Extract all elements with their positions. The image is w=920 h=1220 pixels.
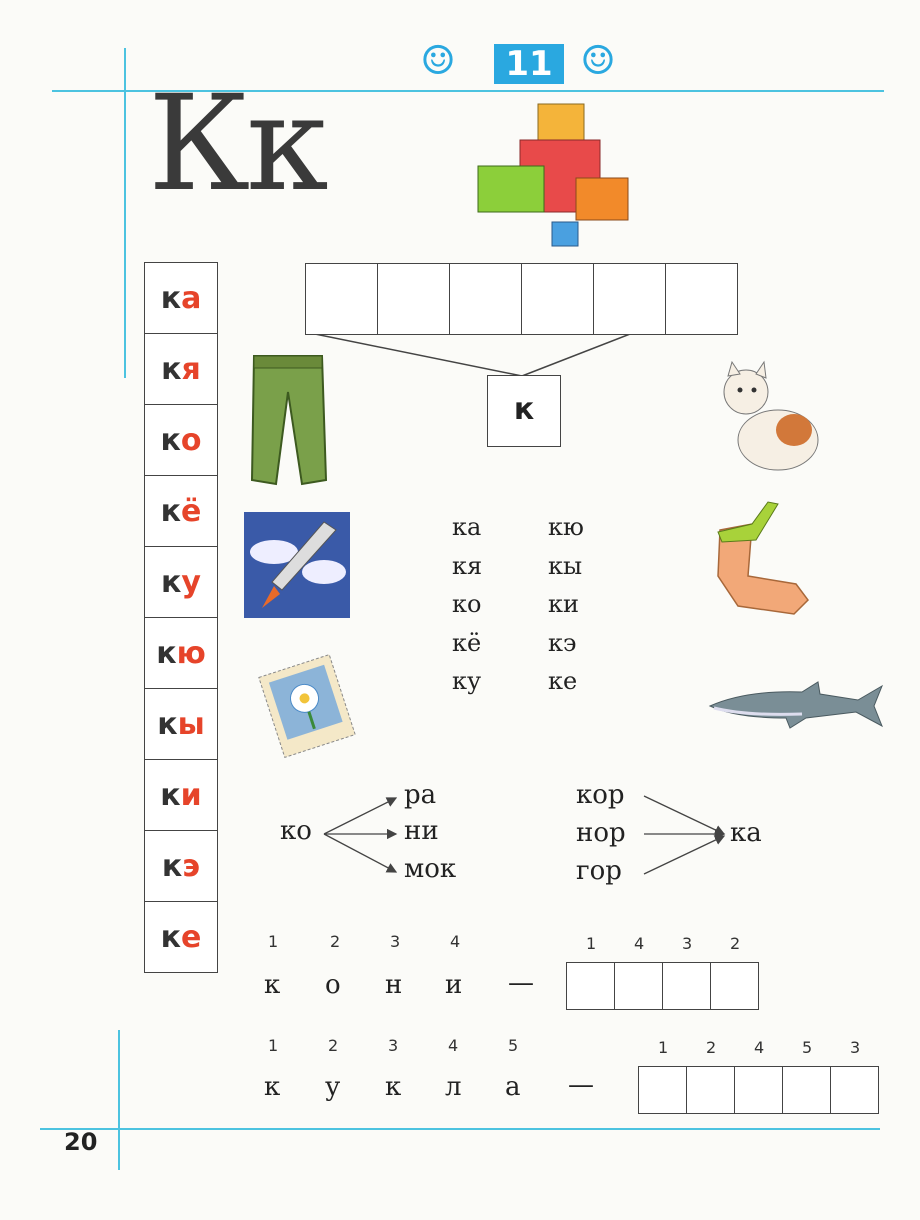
puzzle-1-letter: н bbox=[385, 970, 403, 1000]
puzzle-1-number: 3 bbox=[390, 932, 401, 951]
word-ending-2: ни bbox=[404, 816, 439, 846]
postage-stamp-illustration bbox=[252, 654, 362, 758]
syllable-cell bbox=[145, 689, 217, 760]
consonant-letter: к bbox=[160, 919, 181, 955]
center-letter-box: к bbox=[487, 375, 561, 447]
cat-illustration bbox=[700, 356, 824, 480]
answer-box bbox=[567, 963, 615, 1009]
puzzle-1-letter: о bbox=[325, 970, 341, 1000]
vowel-letter: э bbox=[182, 848, 201, 884]
vowel-letter: о bbox=[180, 422, 202, 458]
answer-number: 1 bbox=[586, 934, 597, 953]
puzzle-2-letter: л bbox=[445, 1072, 462, 1102]
puzzle-1-answer-boxes bbox=[566, 962, 759, 1010]
shark-illustration bbox=[706, 680, 884, 732]
vowel-letter: ю bbox=[176, 635, 206, 671]
syllable-item: ка bbox=[452, 513, 482, 541]
syllable-item: кё bbox=[452, 628, 482, 657]
consonant-letter: к bbox=[160, 422, 181, 458]
syllable-item: кы bbox=[548, 551, 583, 580]
left-margin-rule-bottom bbox=[118, 1030, 120, 1170]
letter-box bbox=[522, 264, 594, 334]
arm-illustration bbox=[708, 496, 818, 622]
puzzle-2-number: 1 bbox=[268, 1036, 279, 1055]
syllable-cell bbox=[145, 831, 217, 902]
answer-number: 3 bbox=[682, 934, 693, 953]
letter-box bbox=[666, 264, 737, 334]
syllable-cell bbox=[145, 263, 217, 334]
word-ending-1: ра bbox=[404, 780, 437, 810]
consonant-letter: к bbox=[156, 635, 177, 671]
answer-number: 5 bbox=[802, 1038, 813, 1057]
puzzle-2-letter: к bbox=[264, 1072, 281, 1102]
syllable-item: ку bbox=[452, 667, 482, 695]
puzzle-2-letter: к bbox=[385, 1072, 402, 1102]
vowel-letter: я bbox=[181, 351, 201, 387]
puzzle-2-number: 4 bbox=[448, 1036, 459, 1055]
rocket-illustration bbox=[244, 512, 350, 618]
answer-number: 3 bbox=[850, 1038, 861, 1057]
letter-box bbox=[306, 264, 378, 334]
word-builder-arrows-right bbox=[640, 790, 730, 880]
syllable-cell bbox=[145, 618, 217, 689]
puzzle-1-letter: и bbox=[445, 970, 463, 1000]
funnel-lines bbox=[300, 334, 640, 378]
consonant-letter: к bbox=[160, 493, 181, 529]
syllable-cell bbox=[145, 405, 217, 476]
syllable-cell bbox=[145, 760, 217, 831]
word-root: ко bbox=[280, 816, 312, 846]
word-start-3: гор bbox=[576, 856, 622, 886]
syllable-item: кю bbox=[548, 513, 584, 541]
consonant-letter: к bbox=[157, 706, 178, 742]
vowel-letter: и bbox=[180, 777, 202, 813]
syllable-item: ко bbox=[452, 590, 482, 618]
lesson-number-badge: 11 bbox=[494, 44, 564, 84]
consonant-letter: к bbox=[161, 351, 182, 387]
consonant-letter: к bbox=[161, 848, 183, 884]
word-builder-arrows-left bbox=[320, 790, 400, 880]
bottom-rule bbox=[40, 1128, 880, 1130]
word-start-2: нор bbox=[576, 818, 626, 848]
puzzle-2-dash: — bbox=[568, 1070, 594, 1100]
syllable-cell bbox=[145, 476, 217, 547]
answer-box bbox=[735, 1067, 783, 1113]
syllable-cell bbox=[145, 334, 217, 405]
word-ending-ka: ка bbox=[730, 818, 762, 848]
consonant-letter: к bbox=[160, 280, 182, 316]
page-number: 20 bbox=[64, 1128, 98, 1156]
letter-box bbox=[594, 264, 666, 334]
puzzle-2-letter: а bbox=[505, 1072, 521, 1102]
syllable-cell bbox=[145, 902, 217, 972]
vowel-letter: у bbox=[181, 564, 201, 600]
syllable-item: ке bbox=[548, 667, 578, 695]
puzzle-1-number: 4 bbox=[450, 932, 461, 951]
syllable-list-right bbox=[548, 508, 584, 701]
syllable-item: ки bbox=[548, 590, 579, 618]
girl-icon: ☺ bbox=[580, 38, 616, 84]
answer-number: 2 bbox=[706, 1038, 717, 1057]
answer-box bbox=[687, 1067, 735, 1113]
puzzle-1-number: 2 bbox=[330, 932, 341, 951]
vowel-letter: ё bbox=[181, 493, 202, 529]
boy-with-book-icon: ☺ bbox=[420, 38, 456, 84]
vowel-letter: ы bbox=[177, 706, 205, 742]
syllable-cell bbox=[145, 547, 217, 618]
consonant-letter: к bbox=[161, 564, 182, 600]
vowel-letter: е bbox=[181, 919, 202, 955]
puzzle-2-answer-boxes bbox=[638, 1066, 879, 1114]
word-ending-3: мок bbox=[404, 854, 457, 884]
answer-number: 4 bbox=[754, 1038, 765, 1057]
puzzle-2-number: 3 bbox=[388, 1036, 399, 1055]
puzzle-1-number: 1 bbox=[268, 932, 279, 951]
vowel-letter: а bbox=[181, 280, 202, 316]
syllable-column bbox=[144, 262, 218, 973]
answer-box bbox=[615, 963, 663, 1009]
answer-number: 4 bbox=[634, 934, 645, 953]
puzzle-2-number: 5 bbox=[508, 1036, 519, 1055]
answer-box bbox=[663, 963, 711, 1009]
puzzle-1-letter: к bbox=[264, 970, 281, 1000]
answer-number: 2 bbox=[730, 934, 741, 953]
answer-box bbox=[639, 1067, 687, 1113]
letter-box bbox=[378, 264, 450, 334]
answer-box bbox=[783, 1067, 831, 1113]
letter-box bbox=[450, 264, 522, 334]
syllable-item: кя bbox=[452, 551, 483, 580]
word-letter-boxes bbox=[305, 263, 738, 335]
syllable-list-left bbox=[452, 508, 482, 701]
toy-blocks-illustration bbox=[474, 100, 634, 250]
title-letters: Кк bbox=[148, 67, 325, 221]
trousers-illustration bbox=[246, 352, 330, 488]
answer-box bbox=[711, 963, 758, 1009]
puzzle-2-letter: у bbox=[325, 1072, 341, 1102]
consonant-letter: к bbox=[160, 777, 181, 813]
puzzle-1-dash: — bbox=[508, 968, 534, 998]
answer-number: 1 bbox=[658, 1038, 669, 1057]
left-margin-rule-top bbox=[124, 48, 126, 378]
syllable-item: кэ bbox=[548, 628, 577, 657]
puzzle-2-number: 2 bbox=[328, 1036, 339, 1055]
answer-box bbox=[831, 1067, 878, 1113]
word-start-1: кор bbox=[576, 780, 625, 810]
